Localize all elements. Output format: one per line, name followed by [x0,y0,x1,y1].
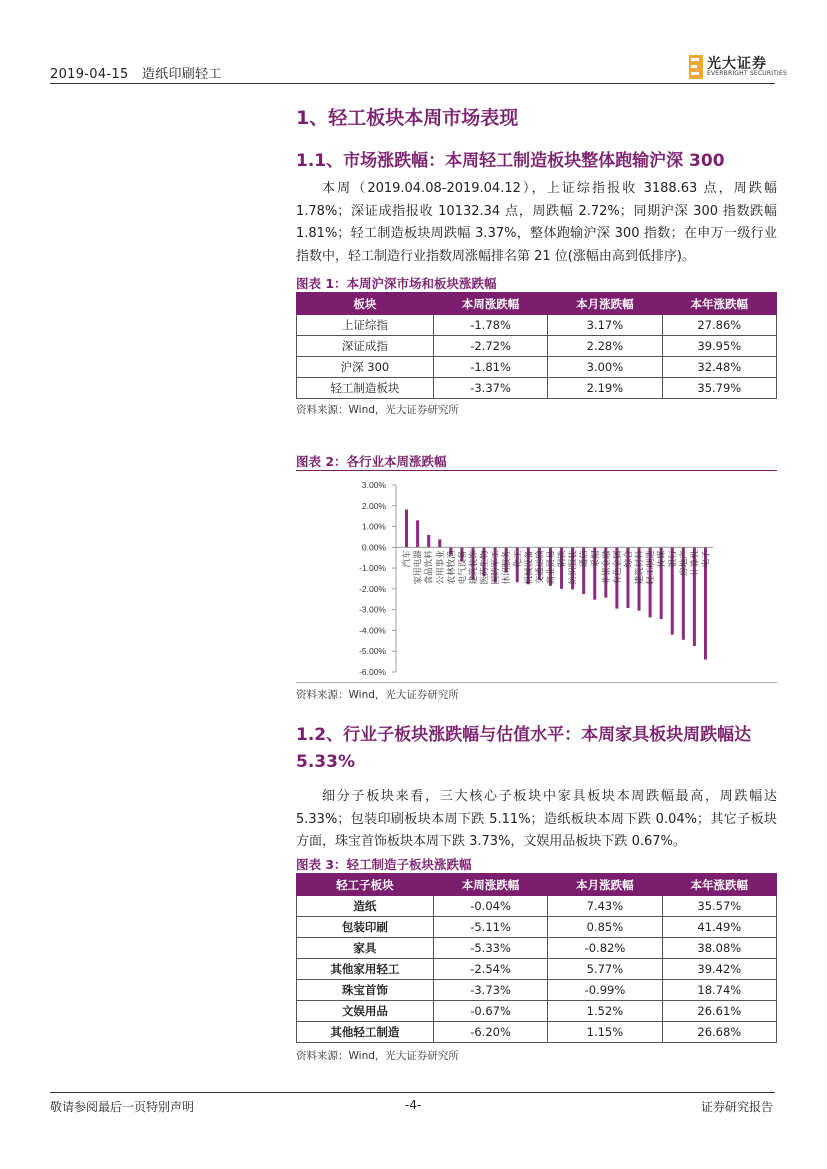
industry-change-chart [296,474,777,680]
table-cell: 3.00% [548,357,662,378]
x-category-label: 传媒 [657,550,668,568]
table-row [297,378,777,399]
table-cell: 深证成指 [297,336,434,357]
column-header: 本年涨跌幅 [662,875,776,896]
y-tick-label: 1.00% [361,521,386,532]
table-source: 资料来源：Wind，光大证券研究所 [296,1050,459,1062]
table-cell: 32.48% [662,357,776,378]
table-cell: 38.08% [662,938,776,959]
table-cell: 轻工制造板块 [297,378,434,399]
report-date: 2019-04-15 [50,67,129,82]
table-cell: -6.20% [433,1022,547,1043]
column-header: 本周涨跌幅 [433,875,547,896]
x-category-label: 商业贸易 [546,550,557,585]
x-category-label: 农林牧渔 [446,550,457,585]
table-cell: 39.95% [662,336,776,357]
bar-chart [296,474,777,680]
x-category-label: 电子 [701,550,712,568]
chart-bar [438,539,441,547]
column-header: 轻工子板块 [297,875,434,896]
table-cell: -0.99% [548,980,662,1001]
y-tick-label: 3.00% [361,480,386,490]
column-header: 本年涨跌幅 [662,294,776,315]
x-category-label: 钢铁 [557,550,568,568]
body-paragraph: 细分子板块来看，三大核心子板块中家具板块本周跌幅最高，周跌幅达 5.33%；包装印刷板块本周下跌 5.11%；造纸板块本周下跌 0.04%；其它子板块方面，珠宝首饰板块本周下跌 3.73%，文娱用品板块下跌 0.67%。 [296,789,777,849]
table-cell: 其他家用轻工 [297,959,434,980]
y-tick-label: -1.00% [359,563,386,574]
x-category-label: 休闲服务 [502,550,513,585]
y-tick-label: -2.00% [359,583,386,594]
column-header: 板块 [297,294,434,315]
table-row [297,959,777,980]
table-cell: 26.68% [662,1022,776,1043]
table-cell: 35.79% [662,378,776,399]
table-cell: 2.28% [548,336,662,357]
subsection-title: 1.1、市场涨跌幅：本周轻工制造板块整体跑输沪深 300 [296,151,725,171]
section-title: 1、轻工板块本周市场表现 [296,107,519,129]
chart-bar [416,520,419,547]
x-category-label: 建筑装饰 [468,550,479,585]
table-header-row [297,294,777,315]
x-category-label: 房地产 [679,550,690,576]
table-cell: -0.04% [433,896,547,917]
x-category-label: 通信 [579,550,590,568]
table-row [297,980,777,1001]
table-row [297,896,777,917]
footer-disclaimer: 敬请参阅最后一页特别声明 [50,1100,195,1114]
x-category-label: 银行 [668,550,679,568]
table-row [297,1001,777,1022]
table-cell: 上证综指 [297,315,434,336]
table-cell: -5.33% [433,938,547,959]
subsection-title: 1.2、行业子板块涨跌幅与估值水平：本周家具板块周跌幅达 5.33% [296,725,752,772]
x-category-label: 采掘 [590,550,601,568]
column-header: 本月涨跌幅 [548,875,662,896]
table-row [297,1022,777,1043]
y-tick-label: -5.00% [359,646,386,657]
report-header [50,63,222,82]
x-category-label: 非银金融 [601,550,612,585]
table-cell: -2.72% [433,336,547,357]
x-category-label: 机械设备 [524,550,535,585]
report-sector: 造纸印刷轻工 [141,67,222,82]
table-cell: 其他轻工制造 [297,1022,434,1043]
subsector-table [296,874,777,1043]
table-cell: 7.43% [548,896,662,917]
header-divider [50,83,775,84]
x-category-label: 家用电器 [413,550,424,585]
footer-report-type: 证券研究报告 [701,1100,774,1114]
table-cell: 35.57% [662,896,776,917]
table-cell: 沪深 300 [297,357,434,378]
page-number: -4- [405,1098,422,1112]
table-cell: 39.42% [662,959,776,980]
x-category-label: 医药生物 [480,550,491,585]
x-category-label: 汽车 [402,550,413,568]
table-cell: 1.52% [548,1001,662,1022]
chart-bar [427,535,430,547]
table-cell: 41.49% [662,917,776,938]
x-category-label: 纺织服装 [568,550,579,585]
table-cell: 文娱用品 [297,1001,434,1022]
table-cell: -2.54% [433,959,547,980]
figure-caption: 图表 2：各行业本周涨跌幅 [296,454,447,469]
figure-divider [296,682,777,683]
figure-source: 资料来源：Wind，光大证券研究所 [296,689,459,701]
table-cell: 1.15% [548,1022,662,1043]
table-cell: 26.61% [662,1001,776,1022]
table-caption: 图表 1：本周沪深市场和板块涨跌幅 [296,276,497,291]
table-header-row [297,875,777,896]
table-cell: -5.11% [433,917,547,938]
chart-bar [405,510,408,548]
x-category-label: 有色金属 [612,550,623,585]
x-category-label: 食品饮料 [424,550,435,585]
column-header: 本周涨跌幅 [433,294,547,315]
table-cell: 18.74% [662,980,776,1001]
x-category-label: 公用事业 [435,550,446,585]
table-cell: 家具 [297,938,434,959]
caption-divider [296,470,777,471]
y-tick-label: -4.00% [359,625,386,636]
body-paragraph: 本周（2019.04.08-2019.04.12），上证综指报收 3188.63 点，周跌幅 1.78%；深证成指报收 10132.34 点，周跌幅 2.72%；同期沪深 300 指数跌幅 1.81%；轻工制造板块周跌幅 3.37%，整体跑输沪深 300 指数；在申万一级行业指数中，轻工制造行业指数周涨幅排名第 21 位(涨幅由高到低排序)。 [296,181,777,264]
x-category-label: 国防军工 [491,550,502,585]
table-cell: 0.85% [548,917,662,938]
x-category-label: 计算机 [690,550,701,576]
table-cell: 5.77% [548,959,662,980]
table-cell: 珠宝首饰 [297,980,434,1001]
table-row [297,357,777,378]
market-index-table [296,293,777,399]
table-cell: -3.73% [433,980,547,1001]
table-cell: 包装印刷 [297,917,434,938]
x-category-label: 交通运输 [535,550,546,585]
x-category-label: 电气设备 [457,550,468,585]
table-cell: -0.67% [433,1001,547,1022]
column-header: 本月涨跌幅 [548,294,662,315]
y-tick-label: 0.00% [361,542,386,553]
table-cell: 造纸 [297,896,434,917]
table-caption: 图表 3：轻工制造子板块涨跌幅 [296,857,472,872]
table-cell: -0.82% [548,938,662,959]
table-cell: -3.37% [433,378,547,399]
table-source: 资料来源：Wind，光大证券研究所 [296,404,459,416]
table-cell: 2.19% [548,378,662,399]
table-cell: 3.17% [548,315,662,336]
x-category-label: 综合 [623,550,634,568]
table-row [297,938,777,959]
x-category-label: 建筑材料 [635,550,646,585]
table-cell: 27.86% [662,315,776,336]
table-cell: -1.81% [433,357,547,378]
x-category-label: 轻工制造 [646,550,657,585]
y-tick-label: 2.00% [361,500,386,511]
table-row [297,917,777,938]
table-row [297,315,777,336]
y-tick-label: -6.00% [359,667,386,677]
logo-subtext: EVERBRIGHT SECURITIES [707,70,787,77]
table-cell: -1.78% [433,315,547,336]
y-tick-label: -3.00% [359,604,386,615]
logo-text: 光大证券 [707,56,767,72]
footer-divider [50,1092,775,1093]
x-category-label: 化工 [513,550,524,568]
table-row [297,336,777,357]
